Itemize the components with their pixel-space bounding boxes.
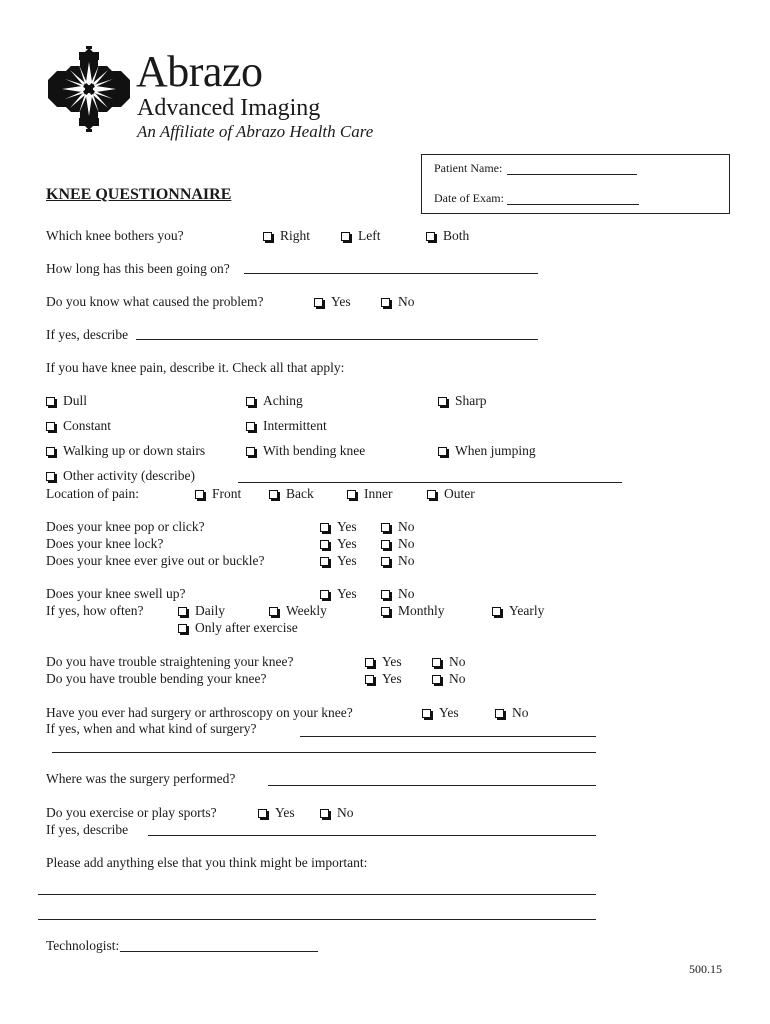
checkbox-icon[interactable] [438,397,447,406]
checkbox-icon[interactable] [438,447,447,456]
checkbox-icon[interactable] [432,675,441,684]
pop-no[interactable]: No [381,519,415,535]
location-front[interactable]: Front [195,486,241,502]
technologist-line[interactable] [120,951,318,952]
checkbox-icon[interactable] [347,490,356,499]
checkbox-icon[interactable] [341,232,350,241]
checkbox-icon[interactable] [426,232,435,241]
exercise-label: Do you exercise or play sports? [46,805,217,820]
which-knee-right[interactable]: Right [263,228,310,244]
swell-label: Does your knee swell up? [46,586,186,601]
how-often-after-exercise[interactable]: Only after exercise [178,620,298,636]
how-often-weekly[interactable]: Weekly [269,603,327,619]
checkbox-icon[interactable] [320,590,329,599]
surgery-kind-label: If yes, when and what kind of surgery? [46,721,257,736]
logo-tagline: An Affiliate of Abrazo Health Care [137,122,374,141]
checkbox-icon[interactable] [46,422,55,431]
how-often-label: If yes, how often? [46,603,144,618]
bend-label: Do you have trouble bending your knee? [46,671,267,686]
straighten-yes[interactable]: Yes [365,654,402,670]
form-number: 500.15 [689,962,722,976]
surgery-no[interactable]: No [495,705,529,721]
checkbox-icon[interactable] [381,298,390,307]
buckle-yes[interactable]: Yes [320,553,357,569]
pain-sharp[interactable]: Sharp [438,393,487,409]
how-long-label: How long has this been going on? [46,261,230,276]
checkbox-icon[interactable] [46,447,55,456]
checkbox-icon[interactable] [320,809,329,818]
anything-else-label: Please add anything else that you think might be important: [46,855,368,870]
lock-label: Does your knee lock? [46,536,164,551]
checkbox-icon[interactable] [269,490,278,499]
surgery-where-line[interactable] [268,785,596,786]
know-cause-yes[interactable]: Yes [314,294,351,310]
exercise-describe-line[interactable] [148,835,596,836]
buckle-label: Does your knee ever give out or buckle? [46,553,265,568]
checkbox-icon[interactable] [246,422,255,431]
checkbox-icon[interactable] [320,557,329,566]
checkbox-icon[interactable] [365,658,374,667]
pain-aching[interactable]: Aching [246,393,303,409]
location-inner[interactable]: Inner [347,486,392,502]
exercise-describe-label: If yes, describe [46,822,129,837]
know-cause-label: Do you know what caused the problem? [46,294,264,309]
surgery-kind-line[interactable] [300,736,596,737]
checkbox-icon[interactable] [381,607,390,616]
how-often-yearly[interactable]: Yearly [492,603,544,619]
checkbox-icon[interactable] [246,447,255,456]
checkbox-icon[interactable] [246,397,255,406]
date-of-exam-label: Date of Exam: [434,191,504,205]
surgery-where-label: Where was the surgery performed? [46,771,236,786]
pain-stairs[interactable]: Walking up or down stairs [46,443,205,459]
checkbox-icon[interactable] [178,607,187,616]
pain-dull[interactable]: Dull [46,393,87,409]
checkbox-icon[interactable] [178,624,187,633]
swell-no[interactable]: No [381,586,415,602]
patient-info-box [421,154,730,214]
anything-else-line-1[interactable] [38,894,596,895]
checkbox-icon[interactable] [365,675,374,684]
surgery-yes[interactable]: Yes [422,705,459,721]
checkbox-icon[interactable] [46,397,55,406]
pop-label: Does your knee pop or click? [46,519,205,534]
which-knee-both[interactable]: Both [426,228,469,244]
checkbox-icon[interactable] [314,298,323,307]
lock-no[interactable]: No [381,536,415,552]
cause-describe-line[interactable] [136,339,538,340]
straighten-label: Do you have trouble straightening your knee? [46,654,294,669]
logo-subtitle: Advanced Imaging [137,95,321,121]
location-back[interactable]: Back [269,486,314,502]
checkbox-icon[interactable] [381,590,390,599]
straighten-no[interactable]: No [432,654,466,670]
checkbox-icon[interactable] [492,607,501,616]
checkbox-icon[interactable] [195,490,204,499]
date-of-exam-line[interactable] [507,204,639,205]
checkbox-icon[interactable] [495,709,504,718]
abrazo-sunburst-icon [46,46,132,132]
pain-label: If you have knee pain, describe it. Check all that apply: [46,360,345,375]
checkbox-icon[interactable] [427,490,436,499]
swell-yes[interactable]: Yes [320,586,357,602]
pain-bending[interactable]: With bending knee [246,443,365,459]
which-knee-label: Which knee bothers you? [46,228,184,243]
exercise-yes[interactable]: Yes [258,805,295,821]
location-label: Location of pain: [46,486,139,501]
patient-name-label: Patient Name: [434,161,503,175]
patient-name-line[interactable] [507,174,637,175]
logo-brand: Abrazo [136,47,263,96]
pain-jumping[interactable]: When jumping [438,443,536,459]
cause-describe-label: If yes, describe [46,327,129,342]
bend-yes[interactable]: Yes [365,671,402,687]
checkbox-icon[interactable] [422,709,431,718]
bend-no[interactable]: No [432,671,466,687]
pop-yes[interactable]: Yes [320,519,357,535]
how-often-daily[interactable]: Daily [178,603,225,619]
technologist-label: Technologist: [46,938,120,953]
how-often-monthly[interactable]: Monthly [381,603,445,619]
checkbox-icon[interactable] [269,607,278,616]
anything-else-line-2[interactable] [38,919,596,920]
checkbox-icon[interactable] [381,557,390,566]
pain-other-line[interactable] [238,482,622,483]
which-knee-left[interactable]: Left [341,228,381,244]
exercise-no[interactable]: No [320,805,354,821]
logo [46,44,376,144]
know-cause-no[interactable]: No [381,294,415,310]
pain-intermittent[interactable]: Intermittent [246,418,327,434]
location-outer[interactable]: Outer [427,486,475,502]
checkbox-icon[interactable] [381,523,390,532]
checkbox-icon[interactable] [432,658,441,667]
page-title: KNEE QUESTIONNAIRE [46,186,232,203]
buckle-no[interactable]: No [381,553,415,569]
how-long-line[interactable] [244,273,538,274]
surgery-kind-line-2[interactable] [52,752,596,753]
checkbox-icon[interactable] [46,472,55,481]
checkbox-icon[interactable] [381,540,390,549]
checkbox-icon[interactable] [263,232,272,241]
pain-constant[interactable]: Constant [46,418,111,434]
surgery-label: Have you ever had surgery or arthroscopy on your knee? [46,705,353,720]
lock-yes[interactable]: Yes [320,536,357,552]
checkbox-icon[interactable] [320,523,329,532]
checkbox-icon[interactable] [320,540,329,549]
pain-other[interactable]: Other activity (describe) [46,468,195,484]
checkbox-icon[interactable] [258,809,267,818]
